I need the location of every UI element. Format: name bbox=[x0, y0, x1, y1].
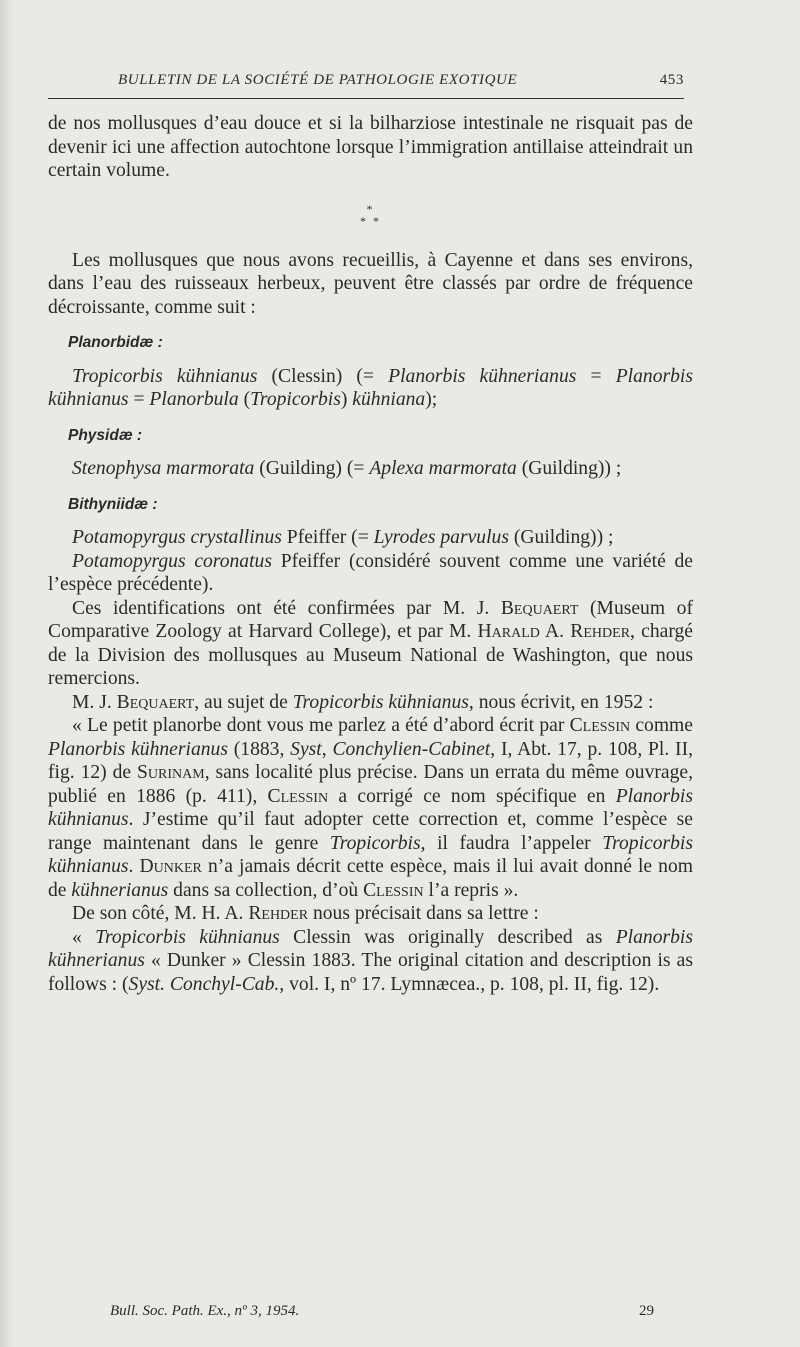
page-edge-shadow bbox=[0, 0, 14, 1347]
asterism-bottom: * * bbox=[360, 213, 381, 228]
paragraph-identifications: Ces identifications ont été confirmées par M. J. Bequaert (Museum of Comparative Zoology at Harvard College), et par M. Harald A. Rehder, chargé de la Division des mollusques au Museum National de Washington, que nous remercions. bbox=[48, 597, 694, 689]
family-heading-planorbidae: Planorbidæ : bbox=[68, 334, 163, 351]
running-head bbox=[48, 70, 684, 94]
asterism-top: * bbox=[366, 201, 375, 216]
asterism bbox=[48, 203, 693, 227]
article-text bbox=[48, 112, 693, 996]
paragraph-quote-french: « Le petit planorbe dont vous me parlez a été d’abord écrit par Clessin comme Planorbis kühnerianus (1883, Syst, Conchylien-Cabinet, I, Abt. 17, p. 108, Pl. II, fig. 12) de Surinam, sans localité plus précise. Dans un errata du même ouvrage, publié en 1886 (p. 411), Clessin a corrigé ce nom spécifique en Planorbis kühnianus. J’estime qu’il faut adopter cette correction et, comme l’espèce se range maintenant dans le genre Tropicorbis, il faudra l’appeler Tropicorbis kühnianus. Dunker n’a jamais décrit cette espèce, mais il lui avait donné le nom de kühnerianus dans sa collection, d’où Clessin l’a repris ». bbox=[48, 715, 694, 901]
species-coronatus: Potamopyrgus coronatus Pfeiffer (considéré souvent comme une variété de l’espèce précédente). bbox=[48, 550, 694, 595]
paragraph-bequaert-wrote: M. J. Bequaert, au sujet de Tropicorbis kühnianus, nous écrivit, en 1952 : bbox=[72, 691, 654, 713]
page-number: 453 bbox=[659, 72, 684, 88]
page-footer bbox=[110, 1303, 654, 1327]
family-heading-bithyniidae: Bithyniidæ : bbox=[68, 495, 158, 513]
sheet-number: 29 bbox=[639, 1303, 654, 1319]
paragraph-rehder-intro: De son côté, M. H. A. Rehder nous précisait dans sa lettre : bbox=[72, 903, 539, 924]
paragraph-quote-english: « Tropicorbis kühnianus Clessin was originally described as Planorbis kühnerianus « Dunker » Clessin 1883. The original citation and description is as follows : (Syst. Conchyl-Cab., vol. I, nº 17. Lymnæcea., p. 108, pl. II, fig. 12). bbox=[48, 926, 693, 995]
paragraph-intro: de nos mollusques d’eau douce et si la bilharziose intestinale ne risquait pas de devenir ici une affection autochtone lorsque l’immigration antillaise atteindrait un certain volume. bbox=[48, 113, 693, 181]
header-rule bbox=[48, 98, 684, 99]
species-crystallinus: Potamopyrgus crystallinus Pfeiffer (= Lyrodes parvulus (Guilding)) ; bbox=[72, 527, 614, 548]
family-heading-physidae: Physidæ : bbox=[68, 426, 143, 444]
running-title: BULLETIN DE LA SOCIÉTÉ DE PATHOLOGIE EXOTIQUE bbox=[118, 72, 518, 88]
footer-citation: Bull. Soc. Path. Ex., nº 3, 1954. bbox=[110, 1303, 300, 1319]
paragraph-list-intro: Les mollusques que nous avons recueillis, à Cayenne et dans ses environs, dans l’eau des ruisseaux herbeux, peuvent être classés par ordre de fréquence décroissante, comme suit : bbox=[48, 249, 693, 318]
species-stenophysa: Stenophysa marmorata (Guilding) (= Aplexa marmorata (Guilding)) ; bbox=[72, 458, 622, 479]
species-tropicorbis: Tropicorbis kühnianus (Clessin) (= Planorbis kühnerianus = Planorbis kühnianus = Planorbula (Tropicorbis) kühniana); bbox=[48, 365, 693, 410]
